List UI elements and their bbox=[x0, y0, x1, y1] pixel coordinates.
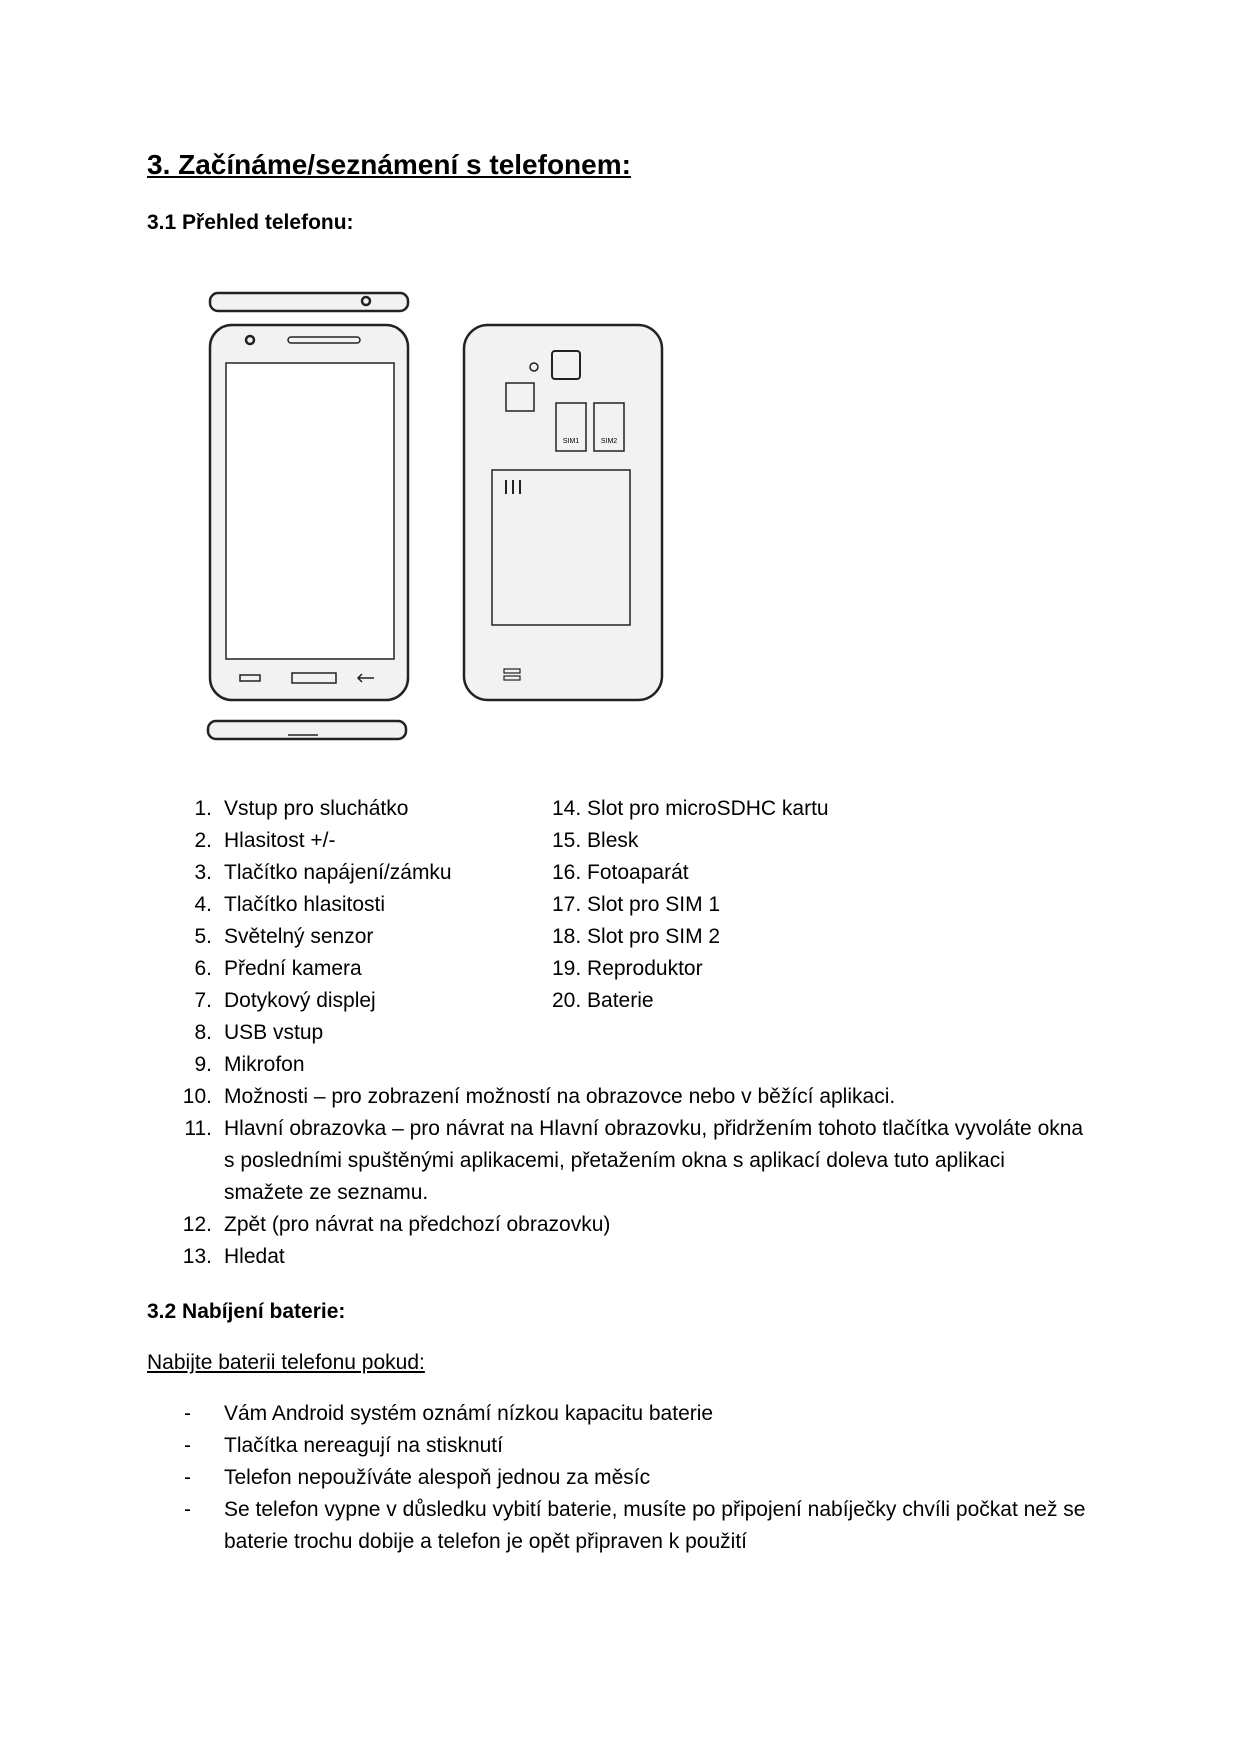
list-item: 15. Blesk bbox=[552, 829, 639, 852]
list-item: - Tlačítka nereagují na stisknutí bbox=[184, 1434, 503, 1457]
sim2-label: SIM2 bbox=[600, 438, 618, 445]
phone-top-edge bbox=[210, 293, 408, 311]
list-item: 19. Reproduktor bbox=[552, 957, 703, 980]
list-item: 20. Baterie bbox=[552, 989, 654, 1012]
charging-subheading: Nabijte baterii telefonu pokud: bbox=[147, 1351, 425, 1374]
list-item: 8. USB vstup bbox=[194, 1021, 324, 1044]
list-item: - Vám Android systém oznámí nízkou kapacitu baterie bbox=[184, 1402, 714, 1425]
list-item: - Se telefon vypne v důsledku vybití baterie, musíte po připojení nabíječky chvíli počkat než se baterie trochu dobije a telefon je opět připraven k použití bbox=[184, 1498, 1086, 1553]
list-item: 9. Mikrofon bbox=[194, 1053, 305, 1076]
list-item: 18. Slot pro SIM 2 bbox=[552, 925, 721, 948]
list-item: 11. Hlavní obrazovka – pro návrat na Hlavní obrazovku, přidržením tohoto tlačítka vyvoláte okna s posledními spuštěnými aplikacemi, přetažením okna s aplikací doleva tuto aplikaci smažete ze seznamu. bbox=[184, 1117, 1084, 1204]
list-item: 10. Možnosti – pro zobrazení možností na obrazovce nebo v běžící aplikaci. bbox=[182, 1085, 896, 1108]
phone-bottom-edge bbox=[208, 721, 406, 739]
list-item: 5. Světelný senzor bbox=[194, 925, 374, 948]
sim1-label: SIM1 bbox=[562, 438, 580, 445]
list-item: 13. Hledat bbox=[182, 1245, 285, 1268]
list-item: 7. Dotykový displej bbox=[194, 989, 376, 1012]
list-item: 17. Slot pro SIM 1 bbox=[552, 893, 721, 916]
section-title-overview: 3.1 Přehled telefonu: bbox=[147, 211, 354, 234]
list-item: 12. Zpět (pro návrat na předchozí obrazovku) bbox=[182, 1213, 611, 1236]
phone-back bbox=[464, 325, 662, 700]
list-item: 3. Tlačítko napájení/zámku bbox=[194, 861, 452, 884]
section-title-charging: 3.2 Nabíjení baterie: bbox=[147, 1300, 346, 1323]
list-item: 6. Přední kamera bbox=[194, 957, 362, 980]
charging-bullet-list bbox=[184, 1398, 1104, 1558]
list-item: 16. Fotoaparát bbox=[552, 861, 689, 884]
list-item: 2. Hlasitost +/- bbox=[194, 829, 336, 852]
list-item: - Telefon nepoužíváte alespoň jednou za měsíc bbox=[184, 1466, 651, 1489]
page-heading: 3. Začínáme/seznámení s telefonem: bbox=[147, 149, 631, 180]
list-item: 14. Slot pro microSDHC kartu bbox=[552, 797, 829, 820]
phone-diagram bbox=[200, 285, 680, 755]
list-item: 1. Vstup pro sluchátko bbox=[194, 797, 409, 820]
list-item: 4. Tlačítko hlasitosti bbox=[194, 893, 386, 916]
touch-display bbox=[226, 363, 394, 659]
